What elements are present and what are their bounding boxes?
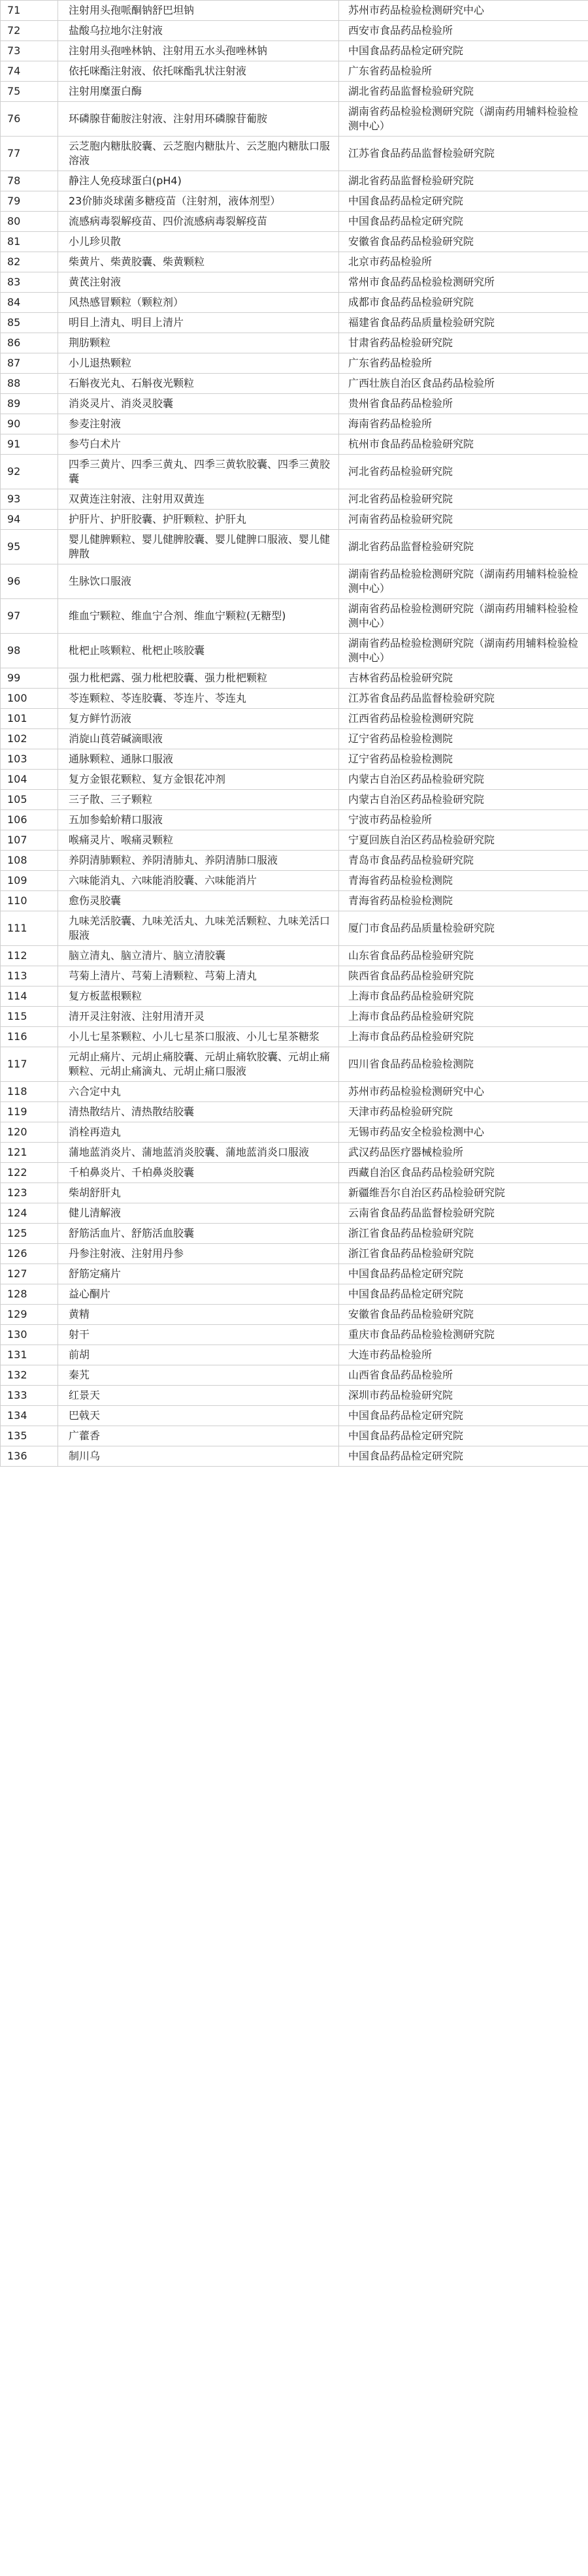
row-number-cell: 85 [1,313,58,333]
inspection-agency-cell: 重庆市食品药品检验检测研究院 [339,1325,588,1345]
product-name-cell: 通脉颗粒、通脉口服液 [58,749,339,770]
inspection-agency-cell: 常州市食品药品检验检测研究所 [339,272,588,293]
row-number-cell: 121 [1,1143,58,1163]
table-row [1,374,588,394]
product-name-cell: 黄芪注射液 [58,272,339,293]
row-number-cell: 81 [1,232,58,252]
product-name-cell: 风热感冒颗粒（颗粒剂） [58,293,339,313]
product-name-cell: 三子散、三子颗粒 [58,790,339,810]
inspection-agency-cell: 青海省药品检验检测院 [339,871,588,891]
inspection-agency-cell: 湖南省药品检验检测研究院（湖南药用辅料检验检测中心） [339,102,588,137]
product-name-cell: 生脉饮口服液 [58,564,339,599]
product-name-cell: 流感病毒裂解疫苗、四价流感病毒裂解疫苗 [58,212,339,232]
inspection-agency-cell: 贵州省食品药品检验所 [339,394,588,414]
inspection-agency-cell: 中国食品药品检定研究院 [339,1284,588,1305]
product-name-cell: 枇杷止咳颗粒、枇杷止咳胶囊 [58,634,339,668]
inspection-agency-cell: 浙江省食品药品检验研究院 [339,1224,588,1244]
row-number-cell: 75 [1,82,58,102]
product-name-cell: 婴儿健脾颗粒、婴儿健脾胶囊、婴儿健脾口服液、婴儿健脾散 [58,530,339,564]
row-number-cell: 72 [1,21,58,41]
row-number-cell: 89 [1,394,58,414]
table-row [1,252,588,272]
table-row [1,1102,588,1122]
row-number-cell: 84 [1,293,58,313]
row-number-cell: 98 [1,634,58,668]
table-body [1,1,588,1467]
inspection-agency-cell: 江西省药品检验检测研究院 [339,709,588,729]
product-name-cell: 石斛夜光丸、石斛夜光颗粒 [58,374,339,394]
inspection-agency-cell: 上海市食品药品检验研究院 [339,1007,588,1027]
row-number-cell: 96 [1,564,58,599]
row-number-cell: 132 [1,1365,58,1386]
table-row [1,1143,588,1163]
inspection-agency-cell: 广西壮族自治区食品药品检验所 [339,374,588,394]
product-name-cell: 舒筋定痛片 [58,1264,339,1284]
row-number-cell: 130 [1,1325,58,1345]
row-number-cell: 102 [1,729,58,749]
row-number-cell: 107 [1,830,58,851]
table-row [1,394,588,414]
row-number-cell: 71 [1,1,58,21]
product-name-cell: 六合定中丸 [58,1082,339,1102]
table-row [1,709,588,729]
table-row [1,1446,588,1467]
table-row [1,1122,588,1143]
product-name-cell: 喉痛灵片、喉痛灵颗粒 [58,830,339,851]
product-name-cell: 千柏鼻炎片、千柏鼻炎胶囊 [58,1163,339,1183]
table-row [1,871,588,891]
row-number-cell: 120 [1,1122,58,1143]
table-row [1,293,588,313]
table-row [1,510,588,530]
row-number-cell: 78 [1,171,58,191]
row-number-cell: 88 [1,374,58,394]
row-number-cell: 122 [1,1163,58,1183]
table-row [1,353,588,374]
product-name-cell: 制川乌 [58,1446,339,1467]
table-row [1,1264,588,1284]
table-row [1,689,588,709]
table-row [1,634,588,668]
product-name-cell: 明目上清丸、明目上清片 [58,313,339,333]
table-row [1,1183,588,1203]
row-number-cell: 127 [1,1264,58,1284]
row-number-cell: 126 [1,1244,58,1264]
row-number-cell: 83 [1,272,58,293]
inspection-agency-cell: 青岛市食品药品检验研究院 [339,851,588,871]
row-number-cell: 86 [1,333,58,353]
inspection-agency-cell: 河北省药品检验研究院 [339,489,588,510]
row-number-cell: 128 [1,1284,58,1305]
product-name-cell: 静注人免疫球蛋白(pH4) [58,171,339,191]
table-row [1,986,588,1007]
table-row [1,313,588,333]
table-row [1,911,588,946]
inspection-agency-cell: 大连市药品检验所 [339,1345,588,1365]
row-number-cell: 109 [1,871,58,891]
inspection-agency-cell: 安徽省食品药品检验研究院 [339,232,588,252]
table-row [1,137,588,171]
row-number-cell: 106 [1,810,58,830]
inspection-agency-cell: 中国食品药品检定研究院 [339,41,588,61]
table-row [1,770,588,790]
table-row [1,564,588,599]
inspection-agency-cell: 西藏自治区食品药品检验研究院 [339,1163,588,1183]
product-name-cell: 脑立清丸、脑立清片、脑立清胶囊 [58,946,339,966]
product-name-cell: 柴黄片、柴黄胶囊、柴黄颗粒 [58,252,339,272]
table-row [1,1426,588,1446]
product-name-cell: 参麦注射液 [58,414,339,434]
product-name-cell: 元胡止痛片、元胡止痛胶囊、元胡止痛软胶囊、元胡止痛颗粒、元胡止痛滴丸、元胡止痛口服液 [58,1047,339,1082]
table-row [1,1203,588,1224]
product-name-cell: 参芍白术片 [58,434,339,455]
product-name-cell: 小儿珍贝散 [58,232,339,252]
table-row [1,851,588,871]
product-name-cell: 23价肺炎球菌多糖疫苗（注射剂，液体剂型） [58,191,339,212]
inspection-agency-cell: 江苏省食品药品监督检验研究院 [339,137,588,171]
row-number-cell: 77 [1,137,58,171]
inspection-agency-cell: 陕西省食品药品检验研究院 [339,966,588,986]
product-name-cell: 愈伤灵胶囊 [58,891,339,911]
row-number-cell: 135 [1,1426,58,1446]
table-row [1,333,588,353]
row-number-cell: 133 [1,1386,58,1406]
product-name-cell: 环磷腺苷葡胺注射液、注射用环磷腺苷葡胺 [58,102,339,137]
row-number-cell: 104 [1,770,58,790]
product-name-cell: 注射用头孢哌酮钠舒巴坦钠 [58,1,339,21]
inspection-agency-cell: 浙江省食品药品检验研究院 [339,1244,588,1264]
inspection-agency-cell: 湖南省药品检验检测研究院（湖南药用辅料检验检测中心） [339,599,588,634]
row-number-cell: 100 [1,689,58,709]
row-number-cell: 123 [1,1183,58,1203]
product-name-cell: 射干 [58,1325,339,1345]
table-row [1,21,588,41]
product-name-cell: 舒筋活血片、舒筋活血胶囊 [58,1224,339,1244]
table-row [1,1007,588,1027]
product-name-cell: 维血宁颗粒、维血宁合剂、维血宁颗粒(无糖型) [58,599,339,634]
row-number-cell: 92 [1,455,58,489]
product-name-cell: 小儿七星茶颗粒、小儿七星茶口服液、小儿七星茶糖浆 [58,1027,339,1047]
inspection-agency-cell: 湖北省药品监督检验研究院 [339,82,588,102]
inspection-agency-cell: 甘肃省药品检验研究院 [339,333,588,353]
row-number-cell: 114 [1,986,58,1007]
row-number-cell: 108 [1,851,58,871]
table-row [1,1082,588,1102]
inspection-agency-cell: 辽宁省药品检验检测院 [339,729,588,749]
inspection-agency-cell: 辽宁省药品检验检测院 [339,749,588,770]
table-row [1,1,588,21]
table-row [1,1365,588,1386]
inspection-agency-cell: 福建省食品药品质量检验研究院 [339,313,588,333]
row-number-cell: 94 [1,510,58,530]
inspection-agency-cell: 中国食品药品检定研究院 [339,212,588,232]
row-number-cell: 87 [1,353,58,374]
table-row [1,1244,588,1264]
product-name-cell: 巴戟天 [58,1406,339,1426]
product-name-cell: 复方金银花颗粒、复方金银花冲剂 [58,770,339,790]
table-row [1,455,588,489]
row-number-cell: 119 [1,1102,58,1122]
inspection-agency-cell: 杭州市食品药品检验研究院 [339,434,588,455]
inspection-agency-cell: 湖北省药品监督检验研究院 [339,171,588,191]
product-name-cell: 护肝片、护肝胶囊、护肝颗粒、护肝丸 [58,510,339,530]
row-number-cell: 95 [1,530,58,564]
row-number-cell: 111 [1,911,58,946]
row-number-cell: 80 [1,212,58,232]
product-name-cell: 四季三黄片、四季三黄丸、四季三黄软胶囊、四季三黄胶囊 [58,455,339,489]
row-number-cell: 136 [1,1446,58,1467]
row-number-cell: 91 [1,434,58,455]
inspection-agency-cell: 四川省食品药品检验检测院 [339,1047,588,1082]
row-number-cell: 112 [1,946,58,966]
row-number-cell: 118 [1,1082,58,1102]
inspection-agency-cell: 海南省药品检验所 [339,414,588,434]
inspection-agency-cell: 天津市药品检验研究院 [339,1102,588,1122]
row-number-cell: 110 [1,891,58,911]
table-row [1,891,588,911]
product-name-cell: 苓连颗粒、苓连胶囊、苓连片、苓连丸 [58,689,339,709]
table-row [1,1406,588,1426]
product-name-cell: 盐酸乌拉地尔注射液 [58,21,339,41]
product-name-cell: 注射用头孢唑林钠、注射用五水头孢唑林钠 [58,41,339,61]
inspection-agency-cell: 山东省食品药品检验研究院 [339,946,588,966]
table-row [1,790,588,810]
inspection-agency-cell: 武汉药品医疗器械检验所 [339,1143,588,1163]
product-name-cell: 消炎灵片、消炎灵胶囊 [58,394,339,414]
row-number-cell: 125 [1,1224,58,1244]
inspection-agency-cell: 宁夏回族自治区药品检验研究院 [339,830,588,851]
inspection-agency-cell: 江苏省食品药品监督检验研究院 [339,689,588,709]
inspection-agency-cell: 成都市食品药品检验研究院 [339,293,588,313]
table-row [1,1224,588,1244]
table-row [1,810,588,830]
table-row [1,41,588,61]
row-number-cell: 76 [1,102,58,137]
inspection-agency-cell: 中国食品药品检定研究院 [339,1406,588,1426]
table-row [1,1345,588,1365]
inspection-agency-cell: 广东省药品检验所 [339,61,588,82]
product-name-cell: 五加参蛤蚧精口服液 [58,810,339,830]
product-name-cell: 复方鲜竹沥液 [58,709,339,729]
inspection-agency-cell: 苏州市药品检验检测研究中心 [339,1082,588,1102]
product-name-cell: 依托咪酯注射液、依托咪酯乳状注射液 [58,61,339,82]
product-name-cell: 云芝胞内糖肽胶囊、云芝胞内糖肽片、云芝胞内糖肽口服溶液 [58,137,339,171]
inspection-agency-cell: 内蒙古自治区药品检验研究院 [339,790,588,810]
row-number-cell: 113 [1,966,58,986]
inspection-agency-cell: 中国食品药品检定研究院 [339,191,588,212]
table-row [1,61,588,82]
table-row [1,272,588,293]
row-number-cell: 129 [1,1305,58,1325]
table-row [1,434,588,455]
row-number-cell: 116 [1,1027,58,1047]
product-name-cell: 九味羌活胶囊、九味羌活丸、九味羌活颗粒、九味羌活口服液 [58,911,339,946]
row-number-cell: 74 [1,61,58,82]
inspection-agency-cell: 河南省药品检验研究院 [339,510,588,530]
inspection-agency-cell: 无锡市药品安全检验检测中心 [339,1122,588,1143]
inspection-agency-cell: 上海市食品药品检验研究院 [339,986,588,1007]
inspection-agency-cell: 湖南省药品检验检测研究院（湖南药用辅料检验检测中心） [339,564,588,599]
row-number-cell: 115 [1,1007,58,1027]
inspection-agency-cell: 新疆维吾尔自治区药品检验研究院 [339,1183,588,1203]
table-row [1,599,588,634]
product-name-cell: 丹参注射液、注射用丹参 [58,1244,339,1264]
row-number-cell: 79 [1,191,58,212]
inspection-agency-cell: 湖北省药品监督检验研究院 [339,530,588,564]
product-name-cell: 广藿香 [58,1426,339,1446]
table-row [1,1284,588,1305]
row-number-cell: 134 [1,1406,58,1426]
product-name-cell: 前胡 [58,1345,339,1365]
table-row [1,1027,588,1047]
inspection-agency-cell: 山西省食品药品检验所 [339,1365,588,1386]
table-row [1,489,588,510]
table-row [1,1047,588,1082]
inspection-agency-cell: 湖南省药品检验检测研究院（湖南药用辅料检验检测中心） [339,634,588,668]
product-name-cell: 强力枇杷露、强力枇杷胶囊、强力枇杷颗粒 [58,668,339,689]
product-name-cell: 消栓再造丸 [58,1122,339,1143]
product-name-cell: 蒲地蓝消炎片、蒲地蓝消炎胶囊、蒲地蓝消炎口服液 [58,1143,339,1163]
row-number-cell: 73 [1,41,58,61]
table-row [1,102,588,137]
row-number-cell: 117 [1,1047,58,1082]
inspection-agency-cell: 广东省药品检验所 [339,353,588,374]
inspection-agency-cell: 上海市食品药品检验研究院 [339,1027,588,1047]
table-row [1,830,588,851]
product-name-cell: 荆肪颗粒 [58,333,339,353]
table-row [1,191,588,212]
row-number-cell: 93 [1,489,58,510]
product-name-cell: 消旋山莨菪碱滴眼液 [58,729,339,749]
row-number-cell: 103 [1,749,58,770]
inspection-agency-cell: 厦门市食品药品质量检验研究院 [339,911,588,946]
inspection-agency-cell: 安徽省食品药品检验研究院 [339,1305,588,1325]
table-row [1,171,588,191]
inspection-agency-cell: 西安市食品药品检验所 [339,21,588,41]
inspection-agency-cell: 中国食品药品检定研究院 [339,1426,588,1446]
table-row [1,414,588,434]
row-number-cell: 90 [1,414,58,434]
row-number-cell: 99 [1,668,58,689]
inspection-agency-cell: 青海省药品检验检测院 [339,891,588,911]
row-number-cell: 101 [1,709,58,729]
product-name-cell: 复方板蓝根颗粒 [58,986,339,1007]
product-name-cell: 注射用糜蛋白酶 [58,82,339,102]
product-name-cell: 柴胡舒肝丸 [58,1183,339,1203]
row-number-cell: 97 [1,599,58,634]
product-name-cell: 健儿清解液 [58,1203,339,1224]
table-row [1,232,588,252]
product-name-cell: 双黄连注射液、注射用双黄连 [58,489,339,510]
table-row [1,729,588,749]
table-row [1,212,588,232]
inspection-agency-cell: 北京市药品检验所 [339,252,588,272]
inspection-agency-cell: 苏州市药品检验检测研究中心 [339,1,588,21]
table-row [1,1386,588,1406]
inspection-agency-cell: 宁波市药品检验所 [339,810,588,830]
inspection-agency-cell: 深圳市药品检验研究院 [339,1386,588,1406]
table-row [1,946,588,966]
table-row [1,530,588,564]
table-row [1,1163,588,1183]
table-row [1,1305,588,1325]
inspection-agency-cell: 内蒙古自治区药品检验研究院 [339,770,588,790]
inspection-agency-cell: 中国食品药品检定研究院 [339,1264,588,1284]
product-name-cell: 清热散结片、清热散结胶囊 [58,1102,339,1122]
inspection-agency-cell: 河北省药品检验研究院 [339,455,588,489]
table-row [1,668,588,689]
row-number-cell: 124 [1,1203,58,1224]
product-name-cell: 红景天 [58,1386,339,1406]
product-name-cell: 六味能消丸、六味能消胶囊、六味能消片 [58,871,339,891]
table-row [1,749,588,770]
row-number-cell: 105 [1,790,58,810]
table-row [1,966,588,986]
row-number-cell: 82 [1,252,58,272]
product-name-cell: 芎菊上清片、芎菊上清颗粒、芎菊上清丸 [58,966,339,986]
table-row [1,1325,588,1345]
table-row [1,82,588,102]
inspection-agency-cell: 云南省食品药品监督检验研究院 [339,1203,588,1224]
row-number-cell: 131 [1,1345,58,1365]
product-name-cell: 清开灵注射液、注射用清开灵 [58,1007,339,1027]
product-name-cell: 黄精 [58,1305,339,1325]
product-name-cell: 小儿退热颗粒 [58,353,339,374]
product-name-cell: 养阴清肺颗粒、养阴清肺丸、养阴清肺口服液 [58,851,339,871]
product-name-cell: 秦艽 [58,1365,339,1386]
inspection-agency-cell: 中国食品药品检定研究院 [339,1446,588,1467]
product-name-cell: 益心酮片 [58,1284,339,1305]
inspection-agency-cell: 吉林省药品检验研究院 [339,668,588,689]
